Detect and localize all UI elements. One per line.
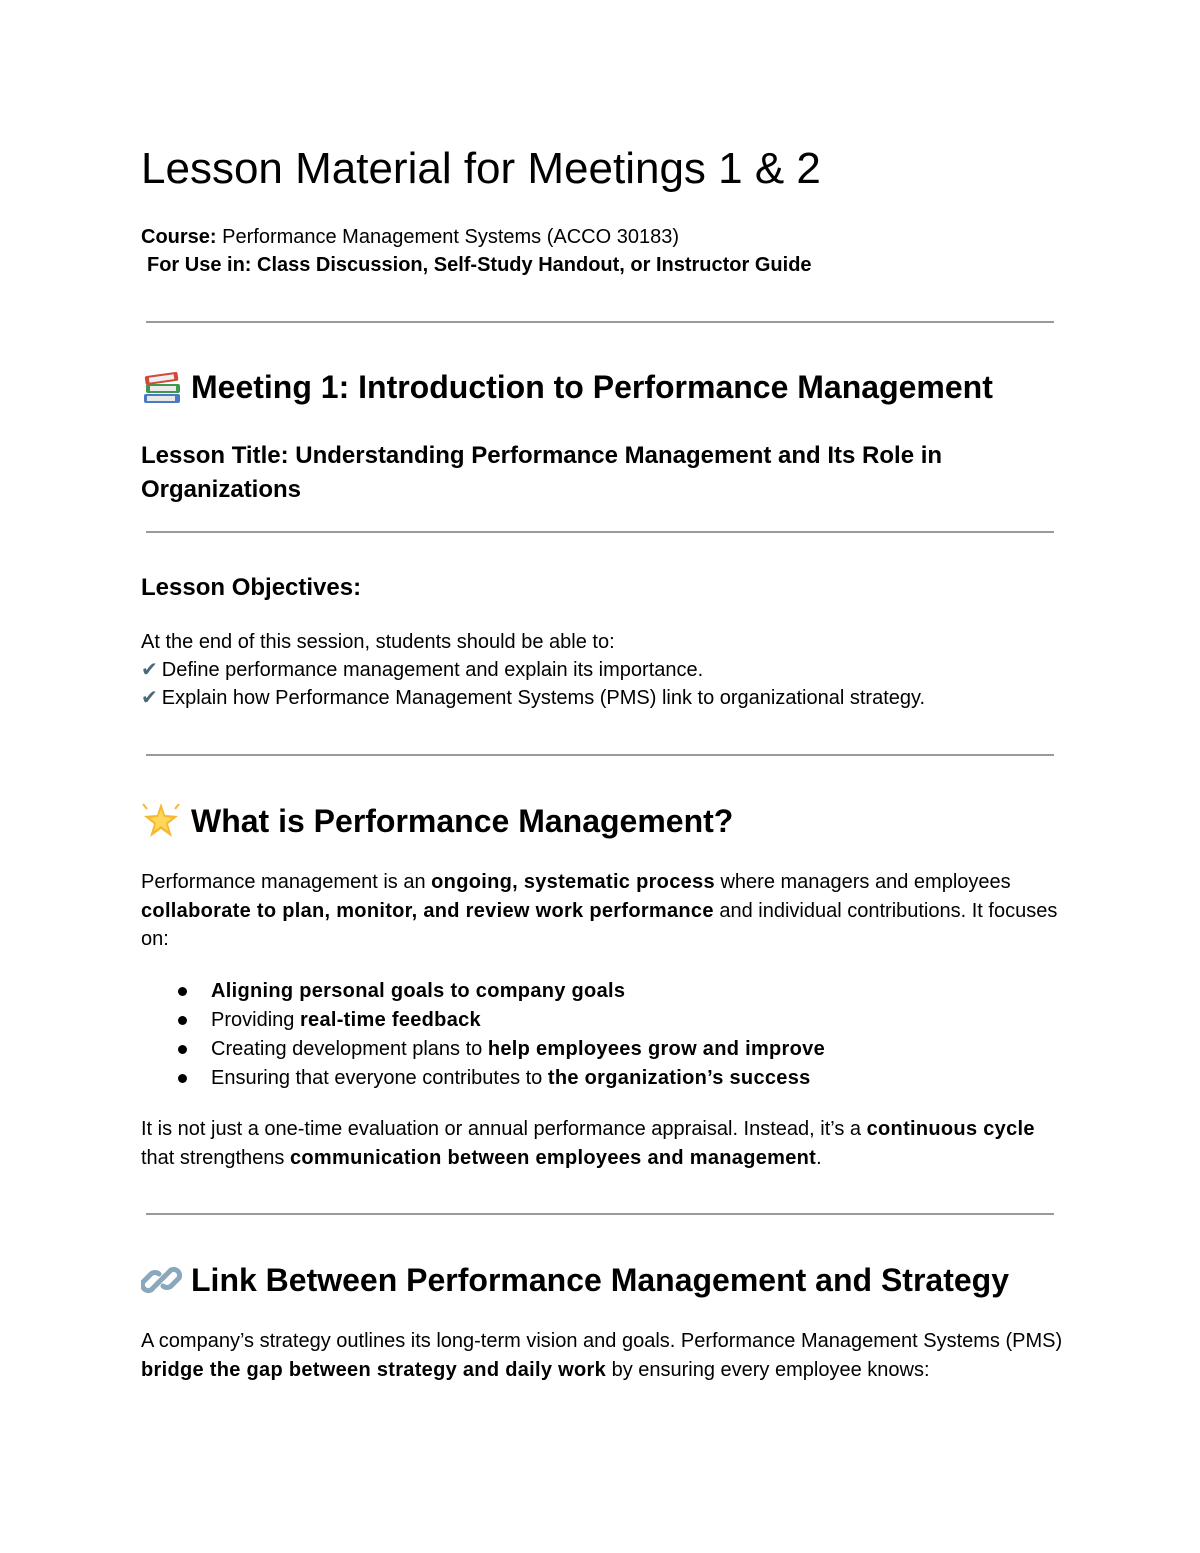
link-heading: [141, 1260, 1009, 1300]
text-run: Creating development plans to: [211, 1038, 488, 1060]
objectives-heading: Lesson Objectives:: [141, 574, 362, 601]
text-run: by ensuring every employee knows:: [606, 1358, 930, 1381]
bold-run: Aligning personal goals to company goals: [211, 980, 626, 1002]
list-item: [141, 1006, 825, 1035]
focus-list: [141, 977, 825, 1093]
link-icon: [141, 1260, 183, 1300]
text-run: Ensuring that everyone contributes to: [211, 1067, 548, 1089]
text-run: It is not just a one-time evaluation or annual performance appraisal. Instead, it’s a: [141, 1118, 867, 1140]
bold-run: communication between employees and management: [289, 1146, 817, 1169]
objectives-intro: At the end of this session, students should be able to:: [141, 631, 615, 653]
link-heading-text: Link Between Performance Management and Strategy: [191, 1262, 1009, 1298]
check-mark-icon: ✔: [141, 659, 158, 681]
lesson-title: Lesson Title: Understanding Performance Management and Its Role in Organizations: [141, 442, 943, 503]
bold-run: help employees grow and improve: [487, 1038, 826, 1060]
text-run: .: [816, 1146, 822, 1169]
objective-item: [141, 684, 1066, 713]
list-item: [141, 1035, 825, 1064]
course-line: [141, 223, 679, 251]
bold-run: collaborate to plan, monitor, and review work performance: [141, 899, 714, 922]
bullet-icon: [178, 1016, 187, 1025]
bold-run: continuous cycle: [866, 1118, 1035, 1140]
what-is-paragraph: [141, 868, 1066, 954]
page-title: Lesson Material for Meetings 1 & 2: [141, 144, 821, 193]
continuous-cycle-paragraph: [141, 1115, 1066, 1172]
text-run: A company’s strategy outlines its long-term vision and goals. Performance Management Systems (PMS): [141, 1330, 1063, 1352]
divider: [146, 1213, 1054, 1215]
link-paragraph: [141, 1327, 1066, 1384]
text-run: Providing: [211, 1009, 300, 1031]
list-item: [141, 1064, 825, 1093]
books-icon: [141, 367, 183, 407]
bold-run: bridge the gap between strategy and daily work: [141, 1358, 607, 1381]
text-run: that strengthens: [141, 1146, 290, 1169]
use-line: [147, 251, 812, 279]
bold-run: the organization’s success: [547, 1067, 811, 1089]
bold-run: ongoing, systematic process: [431, 871, 715, 893]
list-item: [141, 977, 825, 1006]
what-is-heading-text: What is Performance Management?: [191, 803, 734, 839]
meeting1-heading-text: Meeting 1: Introduction to Performance Management: [191, 369, 993, 405]
use-line-text: For Use in: Class Discussion, Self-Study Handout, or Instructor Guide: [147, 254, 812, 276]
bullet-icon: [178, 1045, 187, 1054]
course-value: Performance Management Systems (ACCO 30183): [216, 226, 679, 248]
objective-text: Explain how Performance Management Systems (PMS) link to organizational strategy.: [161, 687, 926, 709]
text-run: Performance management is an: [141, 871, 432, 893]
what-is-heading: [141, 801, 733, 841]
meeting1-heading: [141, 367, 993, 407]
objective-text: Define performance management and explain its importance.: [161, 659, 704, 681]
divider: [146, 321, 1054, 323]
glowing-star-icon: [141, 801, 183, 841]
text-run: where managers and employees: [714, 871, 1011, 893]
divider: [146, 754, 1054, 756]
bullet-icon: [178, 1074, 187, 1083]
objective-item: [141, 656, 1066, 685]
divider: [146, 531, 1054, 533]
course-label: Course:: [141, 226, 217, 248]
bold-run: real-time feedback: [299, 1009, 481, 1031]
check-mark-icon: ✔: [141, 687, 158, 709]
text-run: and individual contributions. It focuses on:: [141, 899, 1058, 950]
bullet-icon: [178, 987, 187, 996]
